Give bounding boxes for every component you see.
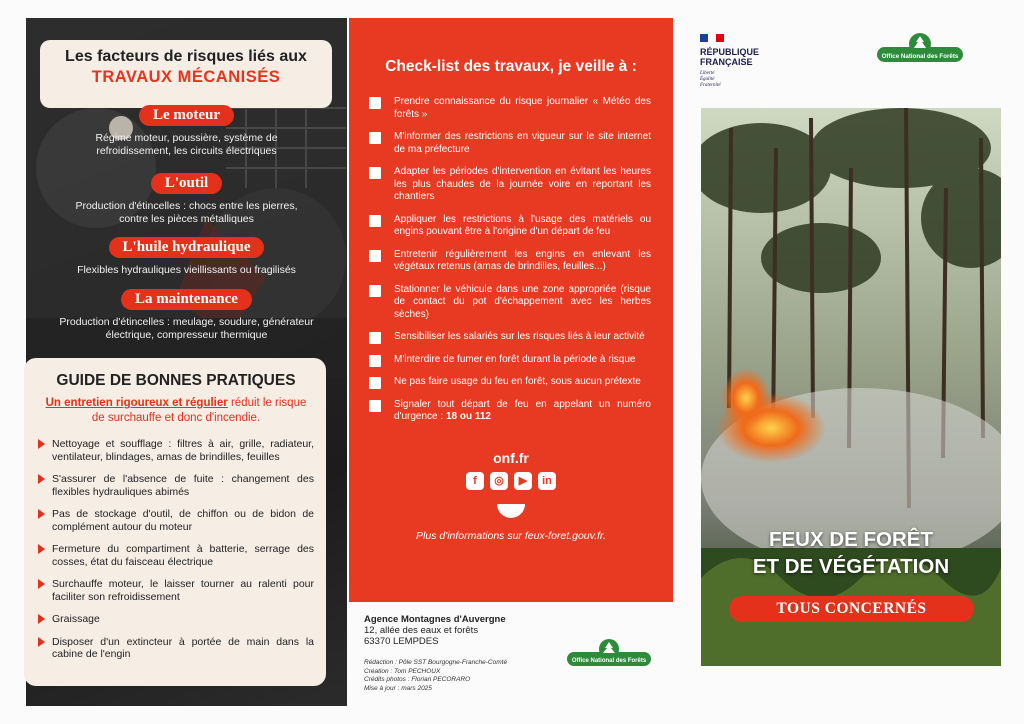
bullet-arrow-icon bbox=[38, 637, 45, 647]
motto-line: Égalité bbox=[700, 77, 715, 82]
checklist-item-text: Appliquer les restrictions à l'usage des matériels ou engins pouvant être à l'origine d'un départ de feu bbox=[394, 213, 651, 237]
guide-item-text: Disposer d'un extincteur à portée de main dans la cabine de l'engin bbox=[52, 635, 314, 660]
guide-intro-emphasis: Un entretien rigoureux et régulier bbox=[45, 397, 228, 409]
credit-line: Création : Tom PECHOUX bbox=[364, 667, 441, 675]
motto-line: Liberté bbox=[700, 71, 715, 76]
checklist-item-text: Sensibiliser les salariés sur les risques liés à leur activité bbox=[394, 331, 645, 342]
guide-item-text: Graissage bbox=[52, 613, 100, 625]
guide-intro bbox=[38, 396, 314, 426]
guide-item bbox=[38, 636, 314, 661]
credit-line: Crédits photos : Florian PECORARO bbox=[364, 676, 471, 683]
checklist-item-text: Prendre connaissance du risque journalier « Météo des forêts » bbox=[394, 96, 651, 120]
guide-intro-text: réduit le risque de surchauffe et donc d'incendie. bbox=[91, 397, 307, 424]
checklist-item bbox=[369, 284, 651, 322]
risk-title-box bbox=[40, 40, 332, 108]
checklist-item bbox=[369, 376, 651, 389]
risk-subtitle: TRAVAUX MÉCANISÉS bbox=[91, 68, 281, 86]
republic-logo bbox=[700, 47, 759, 67]
factor-maintenance bbox=[26, 288, 347, 342]
checkbox[interactable] bbox=[369, 400, 381, 412]
bullet-arrow-icon bbox=[38, 474, 45, 484]
guide-item bbox=[38, 543, 314, 568]
checklist-item bbox=[369, 354, 651, 367]
agency-info bbox=[349, 604, 673, 708]
checklist-item bbox=[369, 249, 651, 274]
cover-title-line1: FEUX DE FORÊT bbox=[768, 528, 933, 551]
factor-label: La maintenance bbox=[121, 289, 252, 310]
agency-address-line1: 12, allée des eaux et forêts bbox=[364, 625, 479, 636]
checklist-item-text: Ne pas faire usage du feu en forêt, sous aucun prétexte bbox=[394, 376, 641, 387]
checkbox[interactable] bbox=[369, 377, 381, 389]
checklist-item-text: Stationner le véhicule dans une zone appropriée (risque de contact du pot d'échappement avec les herbes sèches) bbox=[394, 283, 651, 320]
bullet-arrow-icon bbox=[38, 544, 45, 554]
checklist-title: Check-list des travaux, je veille à : bbox=[385, 58, 637, 75]
republic-line2: FRANÇAISE bbox=[700, 57, 753, 67]
onf-website-link[interactable]: onf.fr bbox=[493, 449, 529, 466]
checklist-item-text: M'interdire de fumer en forêt durant la période à risque bbox=[394, 353, 636, 365]
checkbox[interactable] bbox=[369, 167, 381, 179]
guide-item bbox=[38, 578, 314, 603]
good-practices-guide bbox=[24, 358, 326, 686]
checkbox[interactable] bbox=[369, 332, 381, 344]
bullet-arrow-icon bbox=[38, 614, 45, 624]
emergency-numbers: 18 ou 112 bbox=[445, 411, 491, 422]
factor-description: Production d'étincelles : meulage, soudure, générateur électrique, compresseur thermique bbox=[59, 316, 314, 341]
factor-hydraulic-oil bbox=[26, 236, 347, 277]
checkbox[interactable] bbox=[369, 132, 381, 144]
svg-text:Office National des Forêts: Office National des Forêts bbox=[571, 658, 647, 664]
cover-title-line2: ET DE VÉGÉTATION bbox=[752, 555, 950, 578]
cover-panel bbox=[674, 18, 1024, 706]
cover-tagline: TOUS CONCERNÉS bbox=[729, 596, 974, 622]
checkbox[interactable] bbox=[369, 285, 381, 297]
checklist-item bbox=[369, 131, 651, 156]
factor-engine bbox=[26, 104, 347, 158]
cover-title bbox=[701, 526, 1001, 580]
checklist-item bbox=[369, 214, 651, 239]
guide-title: GUIDE DE BONNES PRATIQUES bbox=[56, 372, 296, 389]
factor-description: Flexibles hydrauliques vieillissants ou fragilisés bbox=[77, 264, 296, 276]
factor-tool bbox=[26, 172, 347, 226]
svg-text:Office National des Forêts: Office National des Forêts bbox=[881, 53, 959, 60]
guide-item bbox=[38, 438, 314, 463]
youtube-icon[interactable]: ▶ bbox=[514, 472, 532, 490]
checklist-panel bbox=[349, 18, 673, 602]
checklist-item-text: Entretenir régulièrement les engins en enlevant les végétaux retenus (amas de brindilles, feuilles...) bbox=[394, 248, 651, 272]
checklist-item-text: Adapter les périodes d'intervention en évitant les heures les plus chaudes de la journée voire en reportant les chantiers bbox=[394, 166, 651, 202]
checkbox[interactable] bbox=[369, 97, 381, 109]
half-disc-decoration bbox=[497, 504, 525, 518]
instagram-icon[interactable]: ◎ bbox=[490, 472, 508, 490]
credit-line: Rédaction : Pôle SST Bourgogne-Franche-Comté bbox=[364, 659, 508, 666]
bullet-arrow-icon bbox=[38, 509, 45, 519]
checklist-item-text: M'informer des restrictions en vigueur sur le site internet de ma préfecture bbox=[394, 131, 651, 155]
guide-item-text: Nettoyage et soufflage : filtres à air, grille, radiateur, ventilateur, blindages, amas de brindilles, feuilles bbox=[52, 438, 314, 463]
forest-fire-photo bbox=[701, 108, 1001, 666]
factor-description: Production d'étincelles : chocs entre les pierres, contre les pièces métalliques bbox=[75, 200, 298, 225]
guide-item-text: Surchauffe moteur, le laisser tourner au ralenti pour faciliter son refroidissement bbox=[52, 578, 314, 603]
checkbox[interactable] bbox=[369, 215, 381, 227]
linkedin-icon[interactable]: in bbox=[538, 472, 556, 490]
bullet-arrow-icon bbox=[38, 439, 45, 449]
bullet-arrow-icon bbox=[38, 579, 45, 589]
facebook-icon[interactable]: f bbox=[466, 472, 484, 490]
french-flag-icon bbox=[700, 34, 724, 42]
guide-item bbox=[38, 613, 314, 626]
risk-title: Les facteurs de risques liés aux bbox=[65, 48, 307, 65]
motto-line: Fraternité bbox=[700, 83, 721, 88]
factor-label: Le moteur bbox=[139, 105, 234, 126]
checklist-item bbox=[369, 166, 651, 204]
agency-address-line2: 63370 LEMPDES bbox=[364, 636, 439, 647]
checklist-item bbox=[369, 96, 651, 121]
guide-item-text: Fermeture du compartiment à batterie, serrage des cosses, état du faisceau électrique bbox=[52, 543, 314, 568]
guide-item-text: S'assurer de l'absence de fuite : changement des flexibles hydrauliques abimés bbox=[52, 473, 314, 498]
checklist-item bbox=[369, 331, 651, 344]
factor-label: L'outil bbox=[151, 173, 222, 194]
checklist bbox=[369, 96, 651, 424]
checklist-item-text: Signaler tout départ de feu en appelant un numéro d'urgence : bbox=[394, 398, 651, 422]
onf-logo bbox=[567, 638, 651, 668]
more-info-link[interactable]: Plus d'informations sur feux-foret.gouv.fr. bbox=[416, 529, 606, 542]
republic-line1: RÉPUBLIQUE bbox=[700, 47, 760, 57]
agency-name: Agence Montagnes d'Auvergne bbox=[364, 614, 506, 625]
social-links bbox=[349, 472, 673, 490]
checklist-item bbox=[369, 399, 651, 424]
republic-motto bbox=[700, 71, 721, 89]
guide-list bbox=[38, 438, 314, 661]
factor-description: Régime moteur, poussière, système de refroidissement, les circuits électriques bbox=[95, 132, 278, 157]
onf-logo bbox=[877, 32, 963, 64]
guide-item-text: Pas de stockage d'outil, de chiffon ou de bidon de complément autour du moteur bbox=[52, 508, 314, 533]
credit-line: Mise à jour : mars 2025 bbox=[364, 684, 432, 692]
guide-item bbox=[38, 508, 314, 533]
guide-item bbox=[38, 473, 314, 498]
checkbox[interactable] bbox=[369, 355, 381, 367]
factor-label: L'huile hydraulique bbox=[109, 237, 265, 258]
checkbox[interactable] bbox=[369, 250, 381, 262]
